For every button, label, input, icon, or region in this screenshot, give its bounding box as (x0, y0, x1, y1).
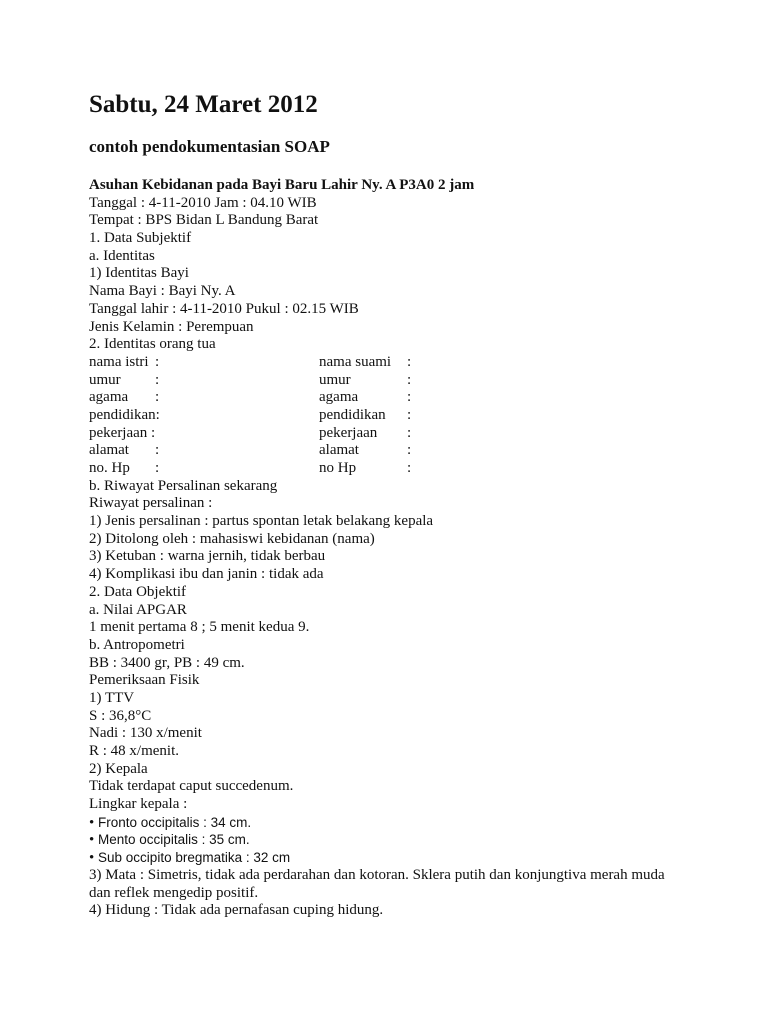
text-line-tanggal-lahir: Tanggal lahir : 4-11-2010 Pukul : 02.15 WIB (89, 300, 359, 317)
table-row (89, 389, 729, 407)
document-page (89, 88, 729, 920)
list-item (89, 831, 729, 849)
suami-label: agama (319, 389, 359, 406)
subsection-pemeriksaan-fisik: Pemeriksaan Fisik (89, 672, 200, 689)
suami-colon: : (407, 389, 412, 406)
subsection-riwayat-persalinan: b. Riwayat Persalinan sekarang (89, 477, 278, 494)
text-line-hidung: 4) Hidung : Tidak ada pernafasan cuping hidung. (89, 902, 384, 919)
table-row (89, 442, 729, 460)
istri-label: no. Hp (89, 460, 130, 477)
table-row (89, 407, 729, 425)
list-item-text: Sub occipito bregmatika : 32 cm (98, 850, 291, 866)
suami-colon: : (407, 353, 412, 370)
text-line: 2) Ditolong oleh : mahasiswi kebidanan (nama) (89, 530, 375, 547)
text-line-nama-bayi: Nama Bayi : Bayi Ny. A (89, 283, 236, 300)
text-line: 2) Kepala (89, 760, 148, 777)
table-row (89, 460, 729, 478)
document-body (89, 195, 729, 920)
bullet-icon: • (89, 832, 95, 849)
list-item-text: Fronto occipitalis : 34 cm. (98, 814, 252, 830)
istri-label: alamat (89, 442, 129, 459)
text-paragraph-mata: 3) Mata : Simetris, tidak ada perdarahan dan kotoran. Sklera putih dan konjungtiva merah muda dan reflek mengedip positif. (89, 866, 665, 901)
text-line-tanggal: Tanggal : 4-11-2010 Jam : 04.10 WIB (89, 194, 317, 211)
suami-label: umur (319, 371, 351, 388)
subsection-identitas-orang-tua: 2. Identitas orang tua (89, 336, 216, 353)
istri-colon: : (155, 353, 160, 370)
text-line: Lingkar kepala : (89, 796, 188, 813)
section-data-subjektif: 1. Data Subjektif (89, 230, 192, 247)
istri-colon: : (155, 460, 160, 477)
document-title: Asuhan Kebidanan pada Bayi Baru Lahir Ny. A P3A0 2 jam (89, 177, 475, 193)
suami-colon: : (407, 371, 412, 388)
list-item (89, 814, 729, 832)
parents-table (89, 354, 729, 478)
table-row (89, 354, 729, 372)
post-date-heading: Sabtu, 24 Maret 2012 (89, 91, 318, 118)
text-line: 1 menit pertama 8 ; 5 menit kedua 9. (89, 619, 310, 636)
text-line: Riwayat persalinan : (89, 495, 213, 512)
text-line-jenis-kelamin: Jenis Kelamin : Perempuan (89, 318, 254, 335)
istri-label: pekerjaan : (89, 424, 156, 441)
suami-colon: : (407, 460, 412, 477)
subsection-identitas-bayi: 1) Identitas Bayi (89, 265, 189, 282)
list-item-text: Mento occipitalis : 35 cm. (98, 832, 250, 848)
text-line: 4) Komplikasi ibu dan janin : tidak ada (89, 566, 324, 583)
text-line: Tidak terdapat caput succedenum. (89, 778, 294, 795)
subsection-antropometri: b. Antropometri (89, 636, 185, 653)
text-line: 1) Jenis persalinan : partus spontan letak belakang kepala (89, 513, 434, 530)
suami-label: pekerjaan (319, 424, 378, 441)
bullet-icon: • (89, 814, 95, 831)
istri-colon: : (155, 371, 160, 388)
list-item (89, 849, 729, 867)
suami-label: nama suami (319, 353, 392, 370)
text-line: 3) Ketuban : warna jernih, tidak berbau (89, 548, 326, 565)
text-line: S : 36,8°C (89, 707, 152, 724)
istri-colon (155, 425, 319, 443)
text-line: Nadi : 130 x/menit (89, 725, 202, 742)
text-line: 1) TTV (89, 689, 135, 706)
subsection-nilai-apgar: a. Nilai APGAR (89, 601, 187, 618)
bullet-icon: • (89, 850, 95, 867)
subsection-identitas: a. Identitas (89, 247, 155, 264)
suami-colon: : (407, 406, 412, 423)
suami-label: alamat (319, 442, 359, 459)
text-line: R : 48 x/menit. (89, 743, 179, 760)
istri-colon: : (155, 442, 160, 459)
text-line: BB : 3400 gr, PB : 49 cm. (89, 654, 245, 671)
suami-label: pendidikan (319, 406, 386, 423)
suami-label: no Hp (319, 460, 357, 477)
istri-label: pendidikan: (89, 406, 160, 423)
istri-colon: : (155, 389, 160, 406)
section-data-objektif: 2. Data Objektif (89, 583, 187, 600)
table-row (89, 372, 729, 390)
suami-colon: : (407, 442, 412, 459)
istri-label: umur (89, 371, 121, 388)
post-title: contoh pendokumentasian SOAP (89, 137, 330, 156)
istri-label: agama (89, 389, 129, 406)
istri-label: nama istri (89, 353, 149, 370)
istri-colon (155, 407, 319, 425)
text-line-tempat: Tempat : BPS Bidan L Bandung Barat (89, 212, 319, 229)
table-row (89, 425, 729, 443)
suami-colon: : (407, 424, 412, 441)
